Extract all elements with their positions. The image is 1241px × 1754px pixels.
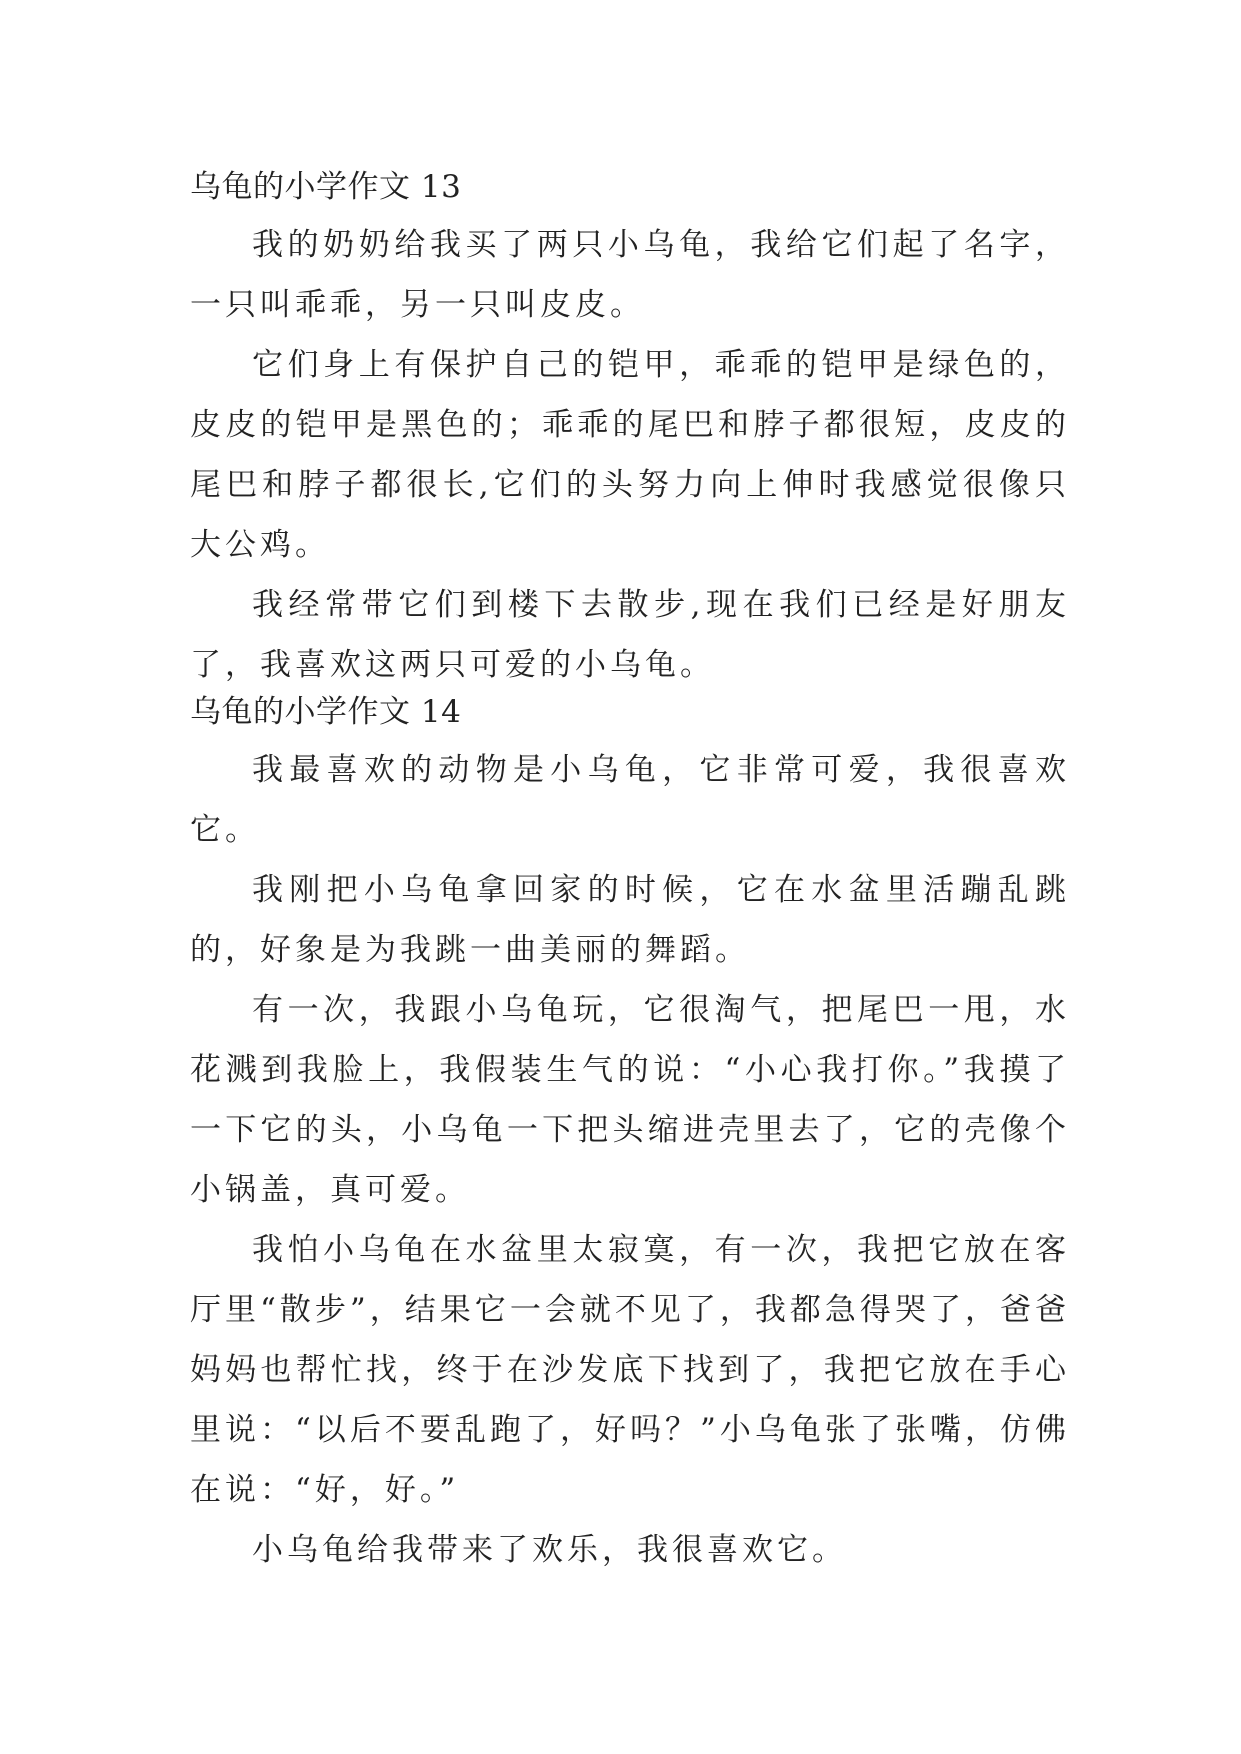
essay-paragraph: 有一次，我跟小乌龟玩，它很淘气，把尾巴一甩，水花溅到我脸上，我假装生气的说：“小心我打你。”我摸了一下它的头，小乌龟一下把头缩进壳里去了，它的壳像个小锅盖，真可爱。 bbox=[190, 992, 1070, 1208]
essay-14 bbox=[190, 685, 1070, 1580]
essay-paragraph: 我怕小乌龟在水盆里太寂寞，有一次，我把它放在客厅里“散步”，结果它一会就不见了，我都急得哭了，爸爸妈妈也帮忙找，终于在沙发底下找到了，我把它放在手心里说：“以后不要乱跑了，好吗？”小乌龟张了张嘴，仿佛在说：“好，好。” bbox=[190, 1232, 1070, 1508]
essay-paragraph: 我的奶奶给我买了两只小乌龟，我给它们起了名字，一只叫乖乖，另一只叫皮皮。 bbox=[190, 227, 1070, 323]
essay-title: 乌龟的小学作文 13 bbox=[190, 169, 462, 205]
essay-paragraph: 我经常带它们到楼下去散步,现在我们已经是好朋友了，我喜欢这两只可爱的小乌龟。 bbox=[190, 587, 1070, 683]
essay-13 bbox=[190, 160, 1070, 695]
essay-paragraph: 我最喜欢的动物是小乌龟，它非常可爱，我很喜欢它。 bbox=[190, 752, 1070, 848]
essay-paragraph: 小乌龟给我带来了欢乐，我很喜欢它。 bbox=[252, 1532, 847, 1568]
essay-paragraph: 我刚把小乌龟拿回家的时候，它在水盆里活蹦乱跳的，好象是为我跳一曲美丽的舞蹈。 bbox=[190, 872, 1070, 968]
essay-paragraph: 它们身上有保护自己的铠甲，乖乖的铠甲是绿色的，皮皮的铠甲是黑色的；乖乖的尾巴和脖子都很短，皮皮的尾巴和脖子都很长,它们的头努力向上伸时我感觉很像只大公鸡。 bbox=[190, 347, 1070, 563]
essay-title: 乌龟的小学作文 14 bbox=[190, 694, 462, 730]
